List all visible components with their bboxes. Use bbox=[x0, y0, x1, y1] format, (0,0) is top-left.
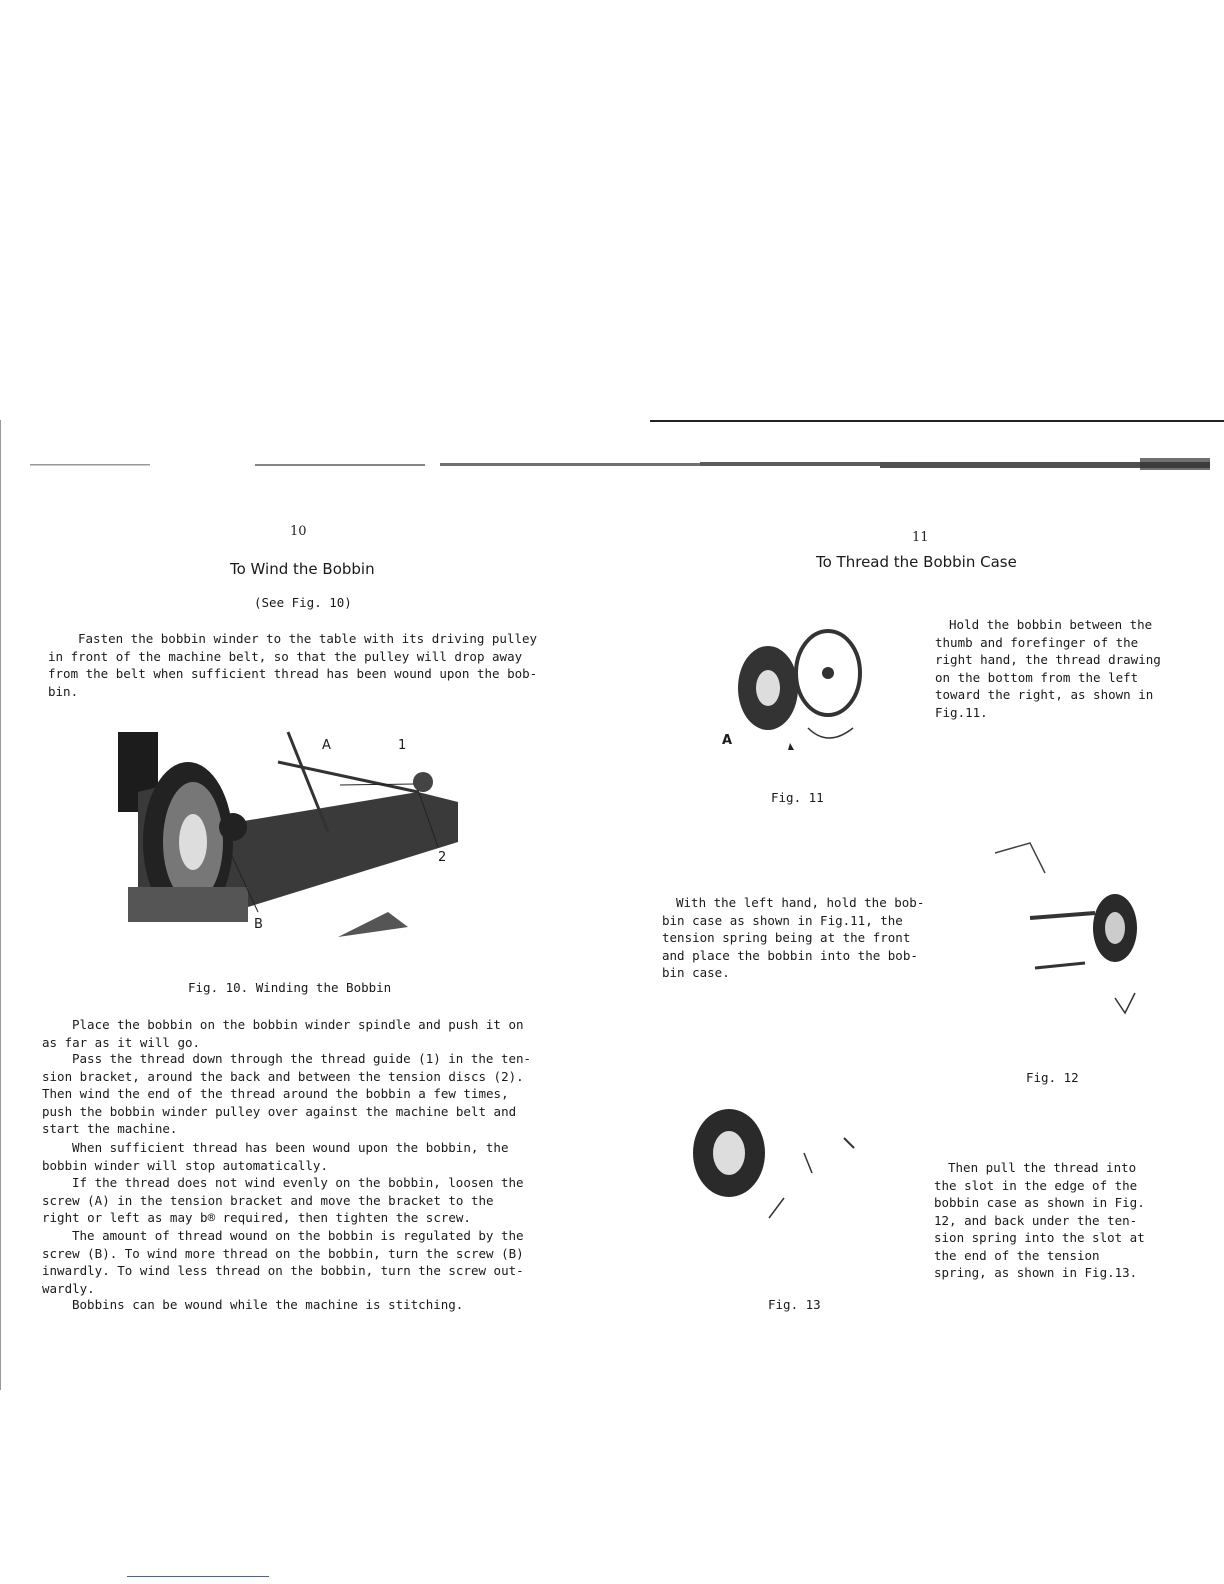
fig12-bobbin-case-illustration bbox=[1020, 828, 1150, 1028]
fig11-label-a: A bbox=[722, 733, 733, 748]
instruction-paragraph: Place the bobbin on the bobbin winder spindle and push it on as far as it will go. bbox=[42, 1017, 524, 1050]
see-figure-note: (See Fig. 10) bbox=[254, 595, 352, 610]
blue-rule bbox=[127, 1576, 269, 1577]
scan-noise-band bbox=[0, 462, 1224, 484]
right-page-title: To Thread the Bobbin Case bbox=[816, 553, 1017, 571]
instruction-paragraph: If the thread does not wind evenly on the bobbin, loosen the screw (A) in the tension bracket and move the bracket to the right or left as may b® required, then tighten the screw. bbox=[42, 1175, 524, 1225]
fig10-label-2: 2 bbox=[438, 850, 447, 865]
fig12-caption: Fig. 12 bbox=[1026, 1070, 1079, 1085]
instruction-paragraph: Pass the thread down through the thread guide (1) in the ten- sion bracket, around the back and between the tension discs (2). Then wind the end of the thread around the bobbin a few times, push the bobbin winder pulley over against the machine belt and start the machine. bbox=[42, 1051, 532, 1136]
left-page-number: 10 bbox=[290, 524, 307, 539]
top-rule bbox=[650, 420, 1224, 422]
fig10-label-b: B bbox=[254, 917, 263, 932]
fig10-caption: Fig. 10. Winding the Bobbin bbox=[188, 980, 392, 995]
step-place-bobbin: With the left hand, hold the bob- bin case as shown in Fig.11, the tension spring being at the front and place the bobbin into the bob- bin case. bbox=[662, 895, 925, 980]
instruction-paragraph: The amount of thread wound on the bobbin is regulated by the screw (B). To wind more thread on the bobbin, turn the screw (B) inwardly. To wind less thread on the bobbin, turn the screw out- wardly. bbox=[42, 1228, 524, 1296]
instruction-paragraph: Bobbins can be wound while the machine is stitching. bbox=[72, 1297, 464, 1312]
fig13-tension-spring-illustration bbox=[684, 1098, 864, 1238]
step-pull-thread: Then pull the thread into the slot in the edge of the bobbin case as shown in Fig. 12, and back under the ten- sion spring into the slot at the end of the tension spring, as shown in Fig.13. bbox=[934, 1160, 1145, 1280]
fig10-label-1: 1 bbox=[398, 738, 407, 753]
instruction-paragraph: When sufficient thread has been wound upon the bobbin, the bobbin winder will stop automatically. bbox=[42, 1140, 509, 1173]
step-hold-bobbin: Hold the bobbin between the thumb and forefinger of the right hand, the thread drawing on the bottom from the left toward the right, as shown in Fig.11. bbox=[935, 617, 1161, 720]
left-page-title: To Wind the Bobbin bbox=[230, 560, 375, 578]
fig10-label-a: A bbox=[322, 738, 331, 753]
fig10-bobbin-winder-illustration bbox=[118, 732, 478, 942]
right-page-number: 11 bbox=[912, 530, 929, 545]
page-edge-line bbox=[0, 420, 1, 1390]
intro-paragraph: Fasten the bobbin winder to the table with its driving pulley in front of the machine belt, so that the pulley will drop away from the belt when sufficient thread has been wound upon the bob- bin. bbox=[48, 631, 538, 699]
fig11-bobbin-case-illustration bbox=[718, 618, 868, 758]
fig11-caption: Fig. 11 bbox=[771, 790, 824, 805]
fig13-caption: Fig. 13 bbox=[768, 1297, 821, 1312]
